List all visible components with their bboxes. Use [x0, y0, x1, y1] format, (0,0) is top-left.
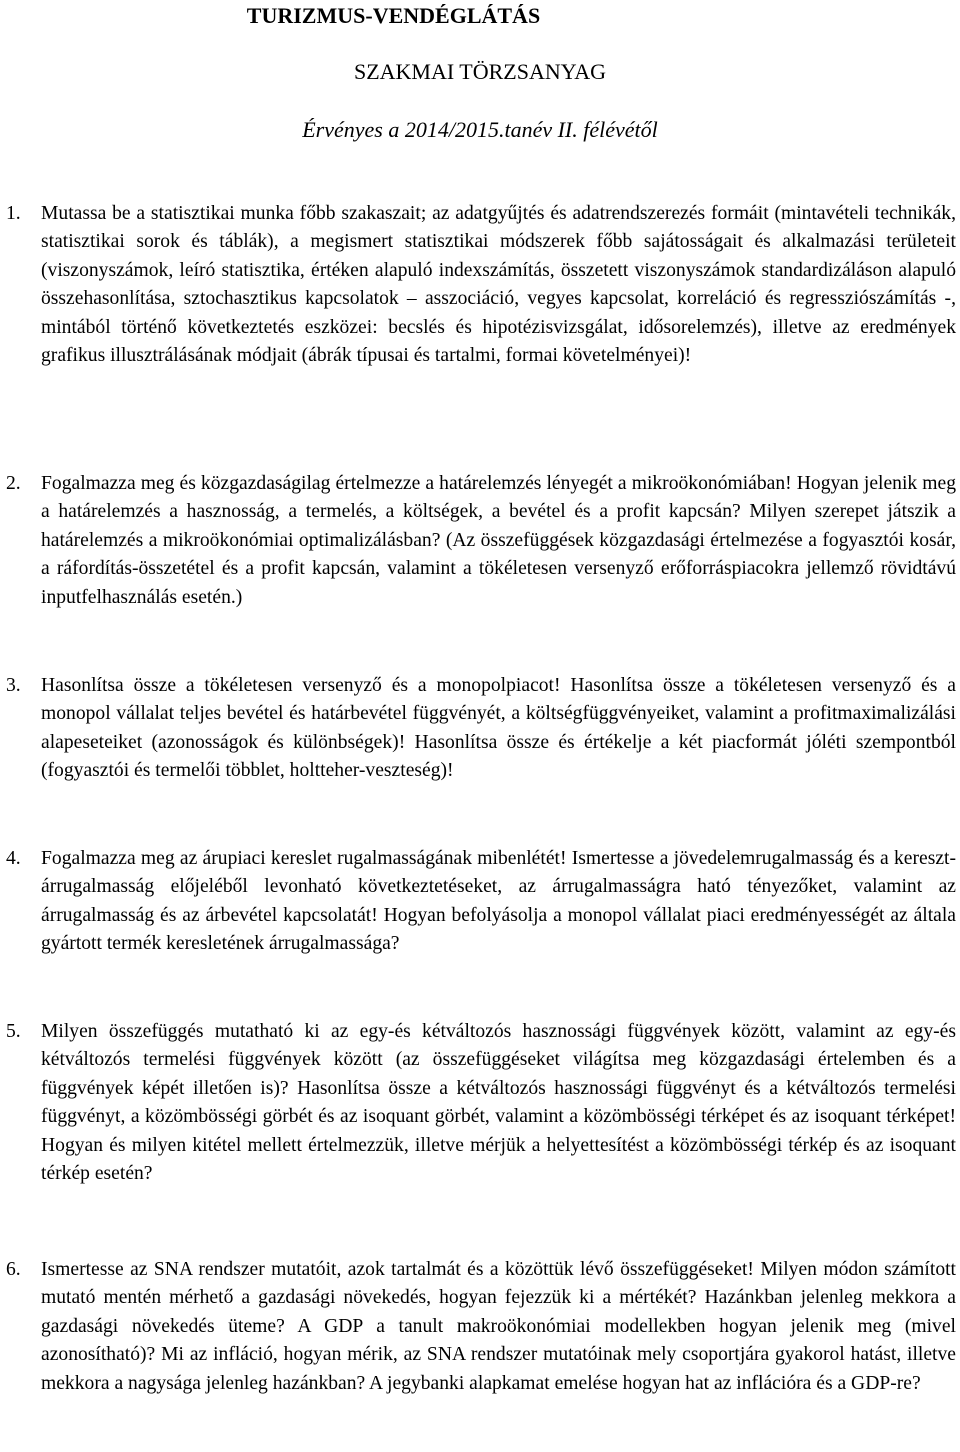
- question-text: Mutassa be a statisztikai munka főbb szakaszait; az adatgyűjtés és adatrendszerezés formáit (mintavételi technikák, statisztikai sorok és táblák), a megismert statisztikai módszerek főbb sajátosságait és alkalmazási területeit (viszonyszámok, leíró statisztika, értéken alapuló indexszámítás, összetett viszonyszámok standardizáláson alapuló összehasonlítása, sztochasztikus kapcsolatok – asszociáció, vegyes kapcsolat, korreláció és regressziószámítás -, mintából történő következtetés eszközei: becslés és hipotézisvizsgálat, idősorelemzés), illetve az eredmények grafikus illusztrálásának módjait (ábrák típusai és tartalmi, formai követelményei)!: [41, 203, 956, 367]
- question-text: Milyen összefüggés mutatható ki az egy-és kétváltozós hasznossági függvények között, valamint az egy-és kétváltozós termelési függvények között (az összefüggéseket világítsa meg közgazdasági értelemben és a függvények képét illetően is)? Hasonlítsa össze a kétváltozós hasznossági függvényt és a kétváltozós termelési függvényt, a közömbösségi görbét és az isoquant görbét, valamint a közömbösségi térképet és az isoquant térképet! Hogyan és milyen kitétel mellett értelmezzük, illetve mérjük a helyettesítést a közömbösségi térkép és az isoquant térkép esetén?: [41, 1021, 956, 1185]
- question-text: Ismertesse az SNA rendszer mutatóit, azok tartalmát és a közöttük lévő összefüggéseket! Milyen módon számított mutató mentén mérhető a gazdasági növekedés, hogyan fejezzük ki a mértékét? Hazánkban jelenleg mekkora a gazdasági növekedés üteme? A GDP a tanult makroökonómiai modellekben hogyan jelenik meg (mivel azonosítható)? Mi az infláció, hogyan mérik, az SNA rendszer mutatóinak mely csoportjára gyakorol hatást, illetve mekkora a nagysága jelenleg hazánkban? A jegybanki alapkamat emelése hogyan hat az inflációra és a GDP-re?: [41, 1259, 956, 1394]
- question-number: 4.: [6, 848, 21, 869]
- question-number: 1.: [6, 203, 21, 224]
- question-text: Fogalmazza meg az árupiaci kereslet rugalmasságának mibenlétét! Ismertesse a jövedelemrugalmasság és a kereszt-árrugalmasság előjeléből levonható következtetéseket, az árrugalmasságra ható tényezőket, valamint az árrugalmasság és az árbevétel kapcsolatát! Hogyan befolyásolja a monopol vállalat piaci eredményességét az általa gyártott termék keresletének árrugalmassága?: [41, 848, 956, 955]
- question-number: 6.: [6, 1259, 21, 1280]
- question-number: 5.: [6, 1021, 21, 1042]
- validity-note: Érvényes a 2014/2015.tanév II. félévétől: [302, 117, 658, 142]
- question-text: Fogalmazza meg és közgazdaságilag értelmezze a határelemzés lényegét a mikroökonómiában! Hogyan jelenik meg a határelemzés a hasznosság, a termelés, a költségek, a bevétel és a profit kapcsán? Milyen szerepet játszik a határelemzés a mikroökonómiai optimalizálásban? (Az összefüggések közgazdasági értelmezése a fogyasztói kosár, a ráfordítás-összetétel és a profit kapcsán, valamint a tökéletesen versenyző erőforráspiacokra jellemző rövidtávú inputfelhasználás esetén.): [41, 473, 956, 608]
- question-text: Hasonlítsa össze a tökéletesen versenyző és a monopolpiacot! Hasonlítsa össze a tökéletesen versenyző és a monopol vállalat teljes bevétel és határbevétel függvényét, a költségfüggvényeiket, valamint a profitmaximalizálási alapeseteiket (azonosságok és különbségek)! Hasonlítsa össze és értékelje a két piacformát jóléti szempontból (fogyasztói és termelői többlet, holtteher-veszteség)!: [41, 675, 956, 782]
- question-number: 3.: [6, 675, 21, 696]
- document-subtitle: SZAKMAI TÖRZSANYAG: [353, 59, 606, 84]
- document-title: TURIZMUS-VENDÉGLÁTÁS: [246, 3, 541, 28]
- question-number: 2.: [6, 473, 21, 494]
